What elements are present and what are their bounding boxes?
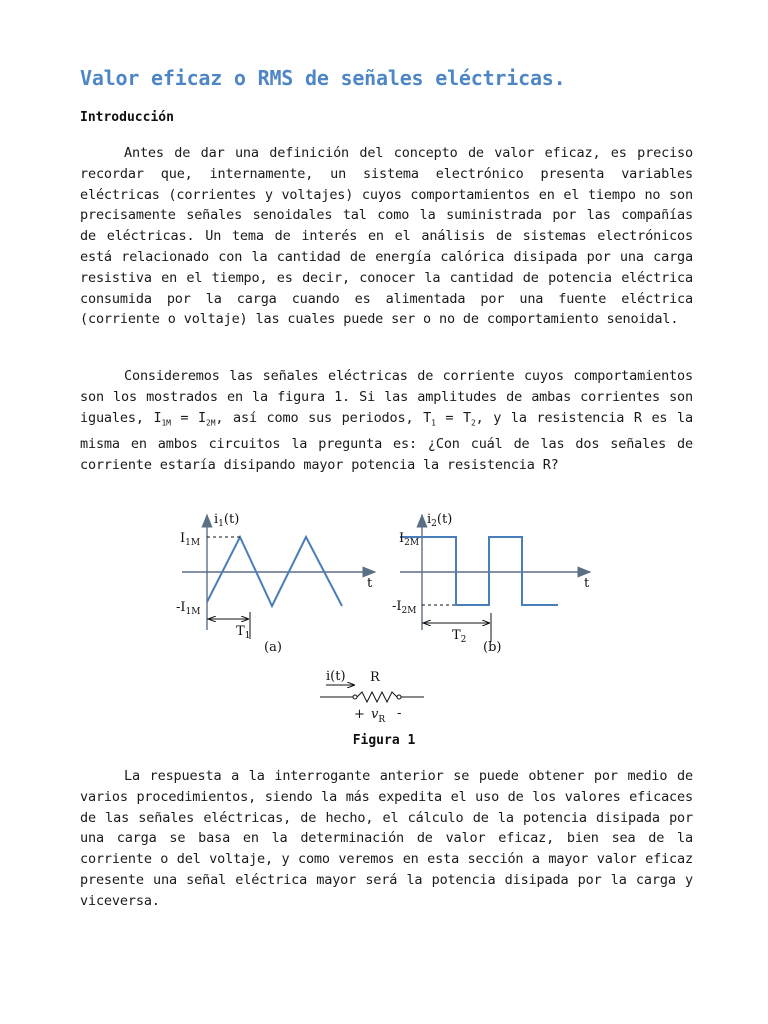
plot-b-period-label: $T_2$ [452, 628, 467, 645]
page-title: Valor eficaz o RMS de señales eléctricas. [80, 66, 566, 90]
symbol-i1m: $I_{1M}$ [153, 409, 171, 428]
circuit-plus: + [354, 707, 365, 722]
plot-b-square-wave [400, 537, 558, 605]
plot-a-max-label: $I_{1M}$ [180, 531, 201, 548]
plot-b-x-label: t [584, 576, 590, 591]
plot-b-max-label: $I_{2M}$ [399, 531, 420, 548]
plot-a-y-label: $i_1(t)$ [214, 512, 240, 529]
paragraph-intro: Antes de dar una definición del concepto de valor eficaz, es preciso recordar que, internamente, un sistema electrónico presenta variables eléctricas (corrientes y voltajes) cuyos comportamientos en el tiempo no son precisamente señales senoidales tal como la suministrada por las compañías de eléctricas. Un tema de interés en el análisis de sistemas electrónicos está relacionado con la cantidad de energía calórica disipada por una carga resistiva en el tiempo, es decir, conocer la cantidad de potencia eléctrica consumida por la carga cuando es alimentada por una fuente eléctrica (corriente o voltaje) las cuales puede ser o no de comportamiento senoidal. [80, 145, 693, 328]
resistor-circuit [320, 669, 424, 725]
paragraph-question: Consideremos las señales eléctricas de corriente cuyos comportamientos son los mostrados en la figura 1. Si las amplitudes de ambas corrientes son iguales, $I_{1M} = I_{2M}$, así como sus periodos, $T_1 = T_2$, y la resistencia R es la misma en ambos circuitos la pregunta es: ¿Con cuál de las dos señales de corriente estaría disipando mayor potencia la resistencia R? [80, 368, 694, 473]
plot-a-x-label: t [367, 576, 373, 591]
circuit-current-label: i(t) [326, 669, 346, 684]
figure-1 [170, 505, 610, 730]
plot-b-tag: (b) [483, 640, 502, 655]
plot-b-min-label: $-I_{2M}$ [392, 599, 417, 616]
plot-a-period-label: $T_1$ [236, 624, 251, 641]
paragraph-answer: La respuesta a la interrogante anterior se puede obtener por medio de varios procedimientos, siendo la más expedita el uso de los valores eficaces de las señales eléctricas, de hecho, el cálculo de la potencia disipada por una carga se basa en la determinación de valor eficaz, bien sea de la corriente o del voltaje, y como veremos en esta sección a mayor valor eficaz presente una señal eléctrica mayor será la potencia disipada por la carga y viceversa. [80, 768, 693, 909]
figure-caption: Figura 1 [352, 733, 416, 748]
symbol-t1: $T_1$ [423, 409, 436, 428]
circuit-resistor-label: R [370, 670, 380, 685]
plot-b [392, 512, 590, 655]
section-heading: Introducción [80, 110, 174, 125]
symbol-t2: $T_2$ [463, 409, 476, 428]
circuit-voltage-label: $v_R$ [371, 707, 386, 725]
plot-a-min-label: $-I_{1M}$ [176, 600, 201, 617]
plot-a [176, 512, 375, 655]
paragraph-question-text-b: , y la resistencia R es la misma en ambos circuitos la pregunta es: ¿Con cuál de las dos señales de corriente estaría disipando mayor potencia la resistencia R? [80, 409, 694, 473]
plot-b-y-label: $i_2(t)$ [427, 512, 453, 529]
paragraph-question-text-a: Consideremos las señales eléctricas de corriente cuyos comportamientos son los mostrados en la figura 1. Si las amplitudes de ambas corrientes son iguales, [80, 368, 693, 426]
symbol-i2m: $I_{2M}$ [198, 409, 216, 428]
plot-a-tag: (a) [264, 640, 282, 655]
circuit-minus: - [397, 706, 402, 721]
resistor-symbol [357, 692, 397, 702]
